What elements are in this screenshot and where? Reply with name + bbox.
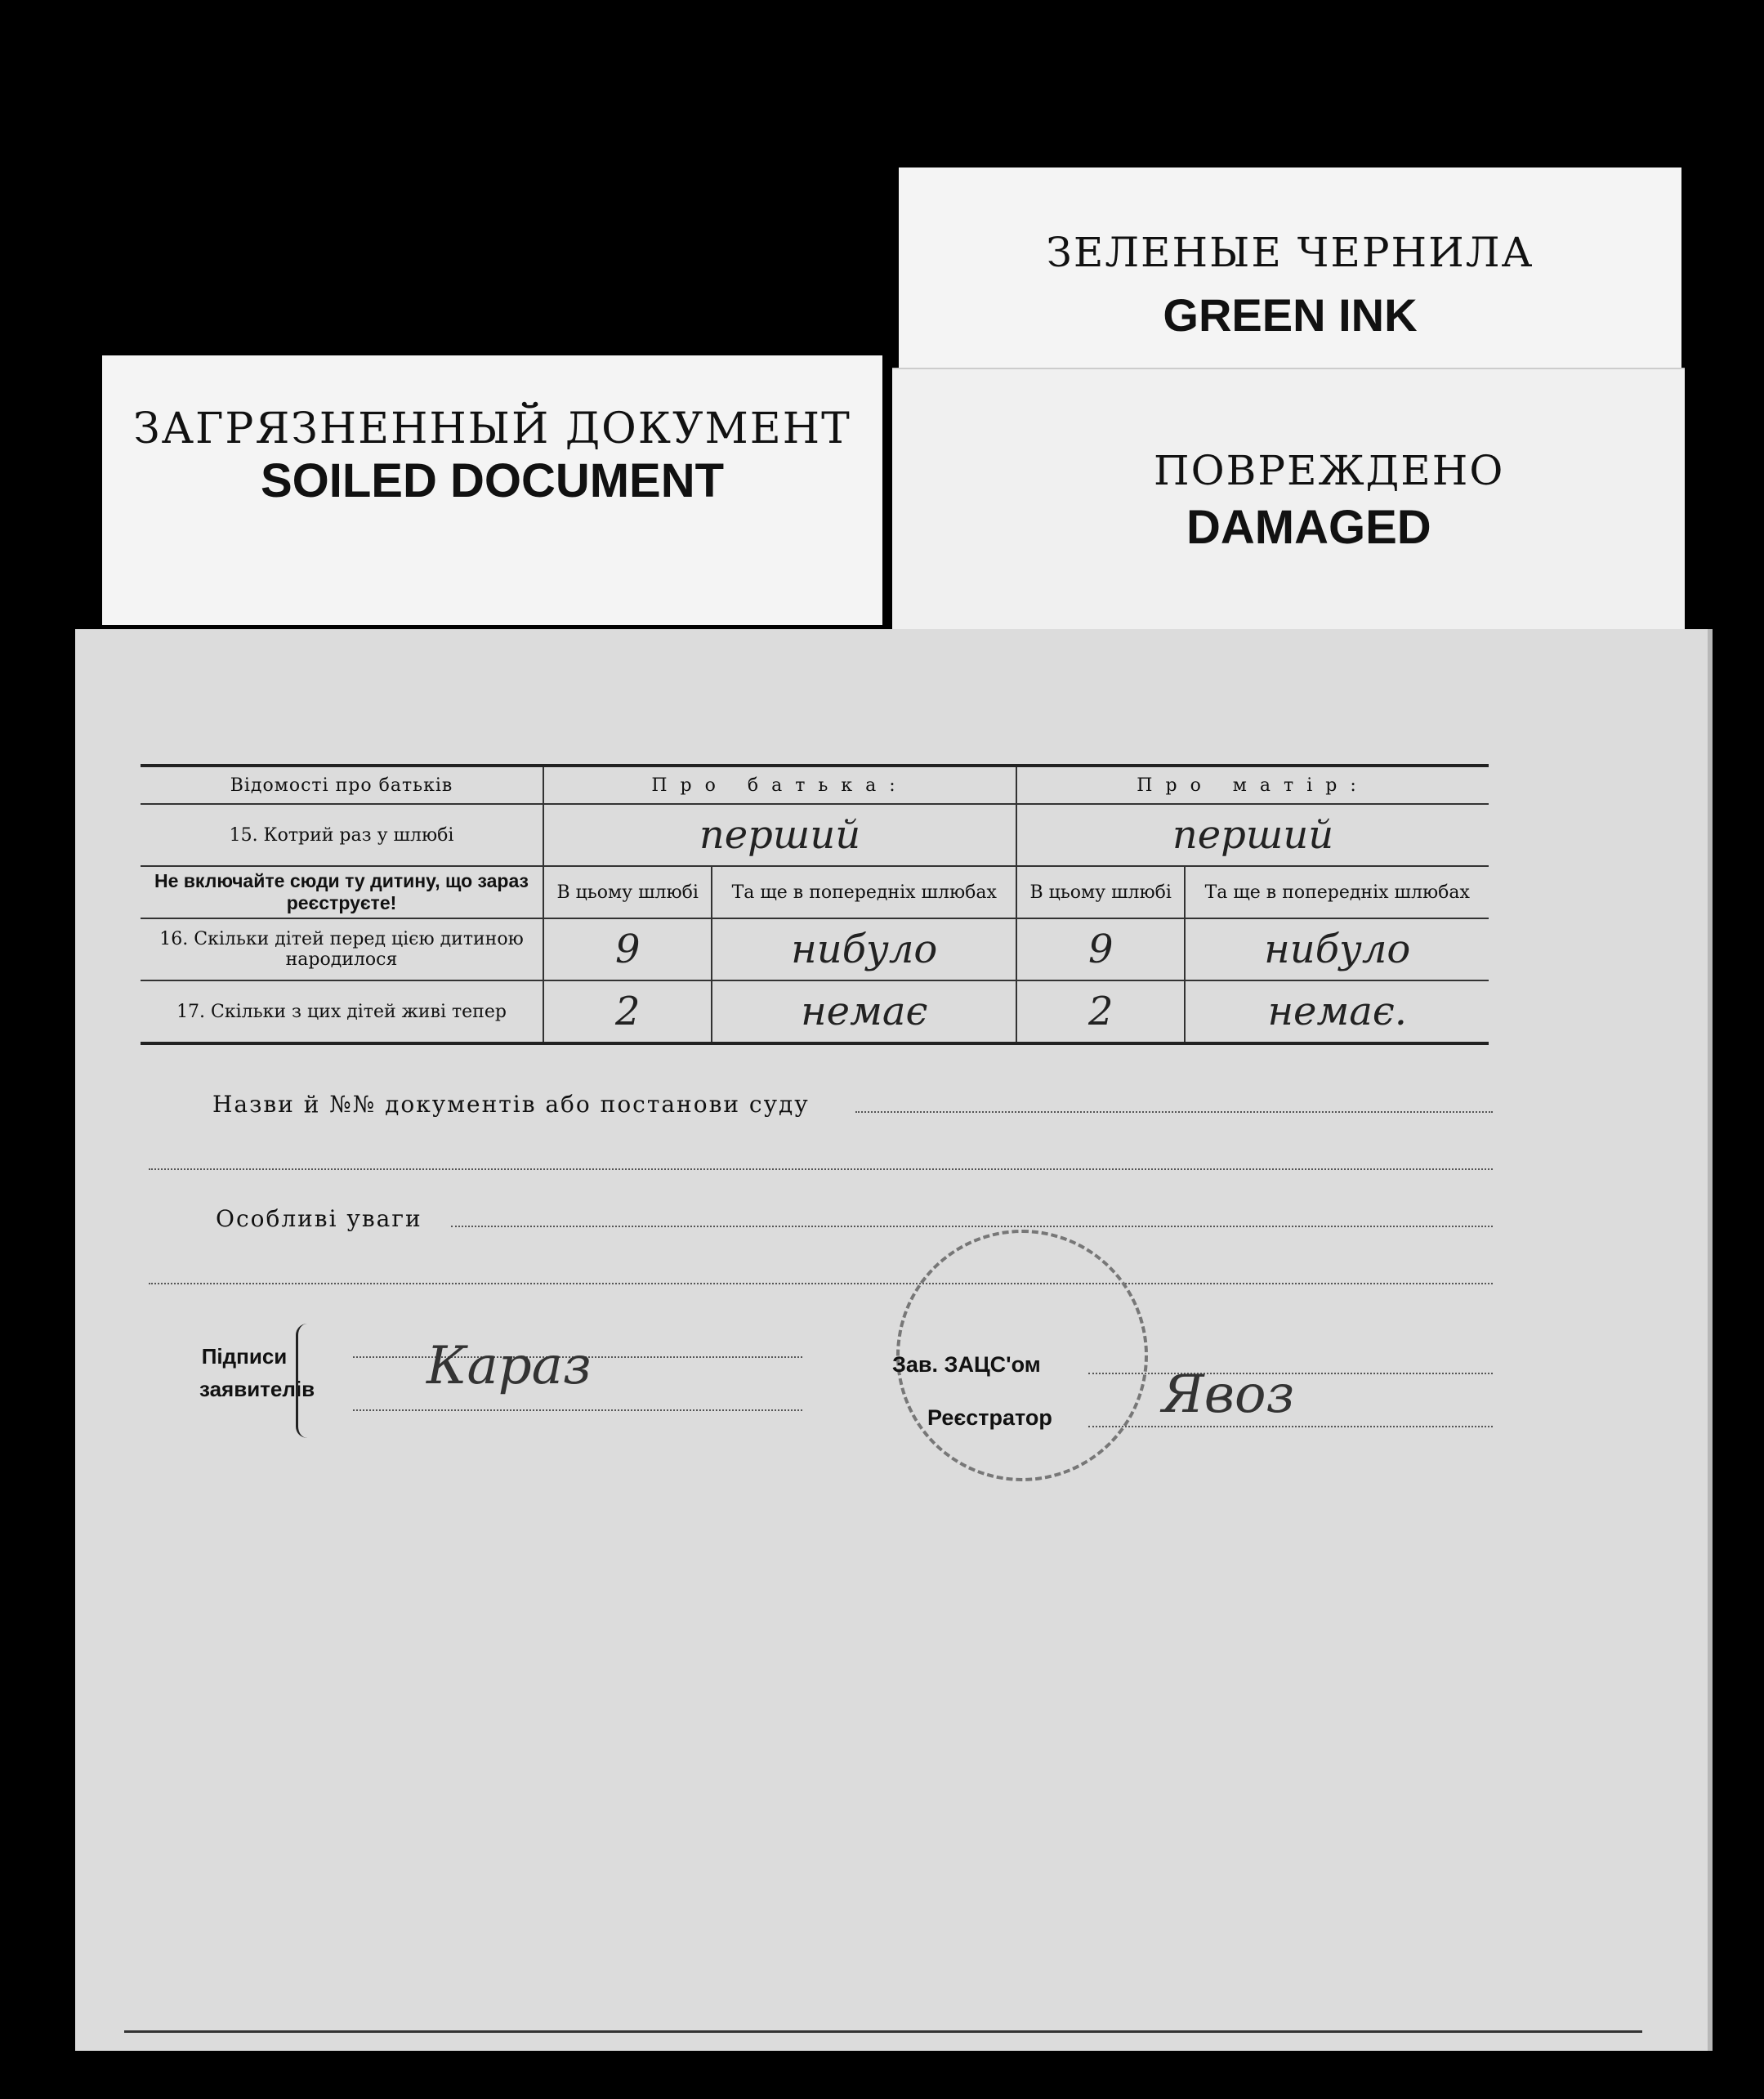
remarks-dotted-line-2 — [149, 1283, 1493, 1284]
table-row-q17 — [141, 980, 1489, 1043]
q15-father: перший — [543, 804, 1016, 866]
registrar-label: Реєстратор — [927, 1405, 1052, 1430]
green-ink-ru-label: ЗЕЛЕНЫЕ ЧЕРНИЛА — [1046, 229, 1534, 276]
signatures-label: Підписи заявителів — [199, 1344, 315, 1401]
q17-mother-this: 2 — [1016, 980, 1185, 1043]
table-subheader-row — [141, 866, 1489, 918]
signature-dotted-line-2 — [353, 1409, 802, 1411]
soiled-ru-label: ЗАГРЯЗНЕННЫЙ ДОКУМЕНТ — [133, 404, 851, 453]
green-ink-card — [899, 167, 1681, 372]
q16-father-prev: нибуло — [712, 918, 1016, 980]
q16-label: 16. Скільки дітей перед цією дитиною народилося — [141, 918, 543, 980]
q16-mother-prev: нибуло — [1185, 918, 1489, 980]
documents-dotted-line-2 — [149, 1168, 1493, 1170]
damaged-card — [892, 368, 1685, 639]
header-parents-info: Відомості про батьків — [141, 766, 543, 804]
damaged-ru-label: ПОВРЕЖДЕНО — [1154, 447, 1505, 494]
table-row-q16 — [141, 918, 1489, 980]
header-mother: Про матір: — [1016, 766, 1489, 804]
table-header-row — [141, 766, 1489, 804]
signatures-brace — [296, 1324, 315, 1438]
remarks-dotted-line — [451, 1226, 1493, 1227]
q15-label: 15. Котрий раз у шлюбі — [141, 804, 543, 866]
q17-father-this: 2 — [543, 980, 712, 1043]
table-row-q15 — [141, 804, 1489, 866]
remarks-label: Особливі уваги — [216, 1205, 422, 1232]
damaged-en-label: DAMAGED — [1186, 501, 1431, 554]
head-label: Зав. ЗАЦС'ом — [892, 1352, 1041, 1377]
q16-mother-this: 9 — [1016, 918, 1185, 980]
soiled-document-card — [102, 355, 882, 625]
q16-father-this: 9 — [543, 918, 712, 980]
documents-label: Назви й №№ документів або постанови суду — [212, 1091, 810, 1118]
father-previous-header: Та ще в попередніх шлюбах — [712, 866, 1016, 918]
registrar-signature: Явоз — [1162, 1364, 1295, 1425]
mother-this-marriage-header: В цьому шлюбі — [1016, 866, 1185, 918]
q17-label: 17. Скільки з цих дітей живі тепер — [141, 980, 543, 1043]
father-this-marriage-header: В цьому шлюбі — [543, 866, 712, 918]
documents-dotted-line — [855, 1111, 1493, 1113]
form-sheet — [75, 629, 1713, 2051]
exclude-child-note: Не включайте сюди ту дитину, що зараз реєструєте! — [141, 866, 543, 918]
header-father: Про батька: — [543, 766, 1016, 804]
green-ink-en-label: GREEN INK — [1163, 289, 1418, 341]
registrar-dotted-line — [1088, 1426, 1493, 1427]
q15-mother: перший — [1016, 804, 1489, 866]
q17-mother-prev: немає. — [1185, 980, 1489, 1043]
mother-previous-header: Та ще в попередніх шлюбах — [1185, 866, 1489, 918]
parents-table — [141, 764, 1489, 1045]
applicant-signature: Караз — [426, 1336, 592, 1396]
q17-father-prev: немає — [712, 980, 1016, 1043]
soiled-en-label: SOILED DOCUMENT — [260, 454, 725, 507]
